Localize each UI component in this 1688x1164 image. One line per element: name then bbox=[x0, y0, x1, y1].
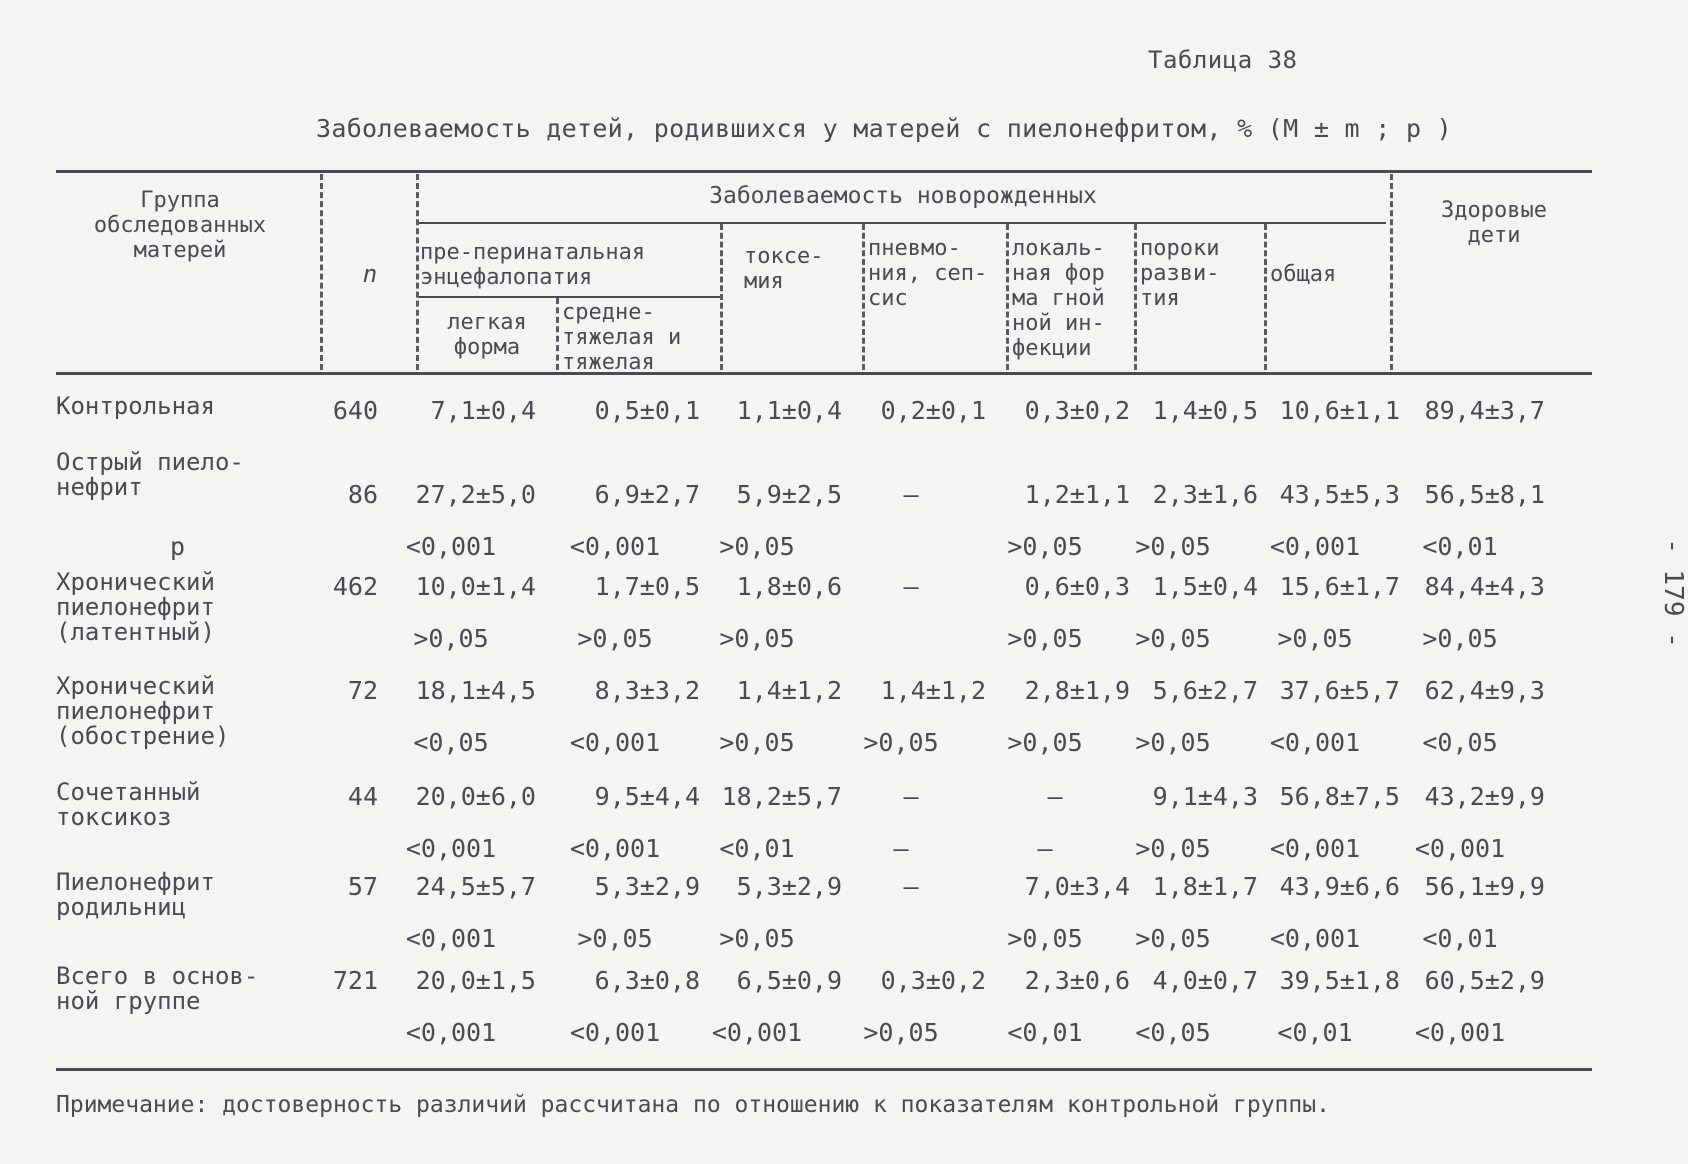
cell-value: 7,1±0,4 bbox=[430, 396, 536, 425]
cell-p-value: <0,001 bbox=[405, 924, 497, 953]
header-morbidity: Заболеваемость новорожденных bbox=[709, 183, 1097, 209]
cell-value: 43,5±5,3 bbox=[1279, 480, 1400, 509]
cell-p-value: <0,05 bbox=[413, 728, 489, 757]
row-group-name: Острый пиело- нефрит bbox=[56, 448, 244, 501]
cell-p-value: <0,001 bbox=[1269, 532, 1361, 561]
cell-p-value: >0,05 bbox=[719, 532, 795, 561]
cell-value: 1,4±1,2 bbox=[736, 676, 842, 705]
row-group-name: Контрольная bbox=[56, 392, 215, 420]
header-group: Группа обследованных матерей bbox=[93, 188, 267, 263]
cell-p-value: <0,001 bbox=[1414, 1018, 1506, 1047]
cell-value: – bbox=[903, 782, 919, 811]
cell-value: 8,3±3,2 bbox=[594, 676, 700, 705]
table-caption: Заболеваемость детей, родившихся у матерей с пиелонефритом, % (M ± m ; p ) bbox=[316, 114, 1452, 143]
header-separator bbox=[320, 174, 323, 370]
cell-value: 10,0±1,4 bbox=[415, 572, 536, 601]
cell-value: 1,1±0,4 bbox=[736, 396, 842, 425]
row-group-name: Всего в основ- ной группе bbox=[56, 962, 259, 1015]
cell-p-value: <0,001 bbox=[405, 834, 497, 863]
cell-p-value: <0,001 bbox=[1269, 834, 1361, 863]
page-number: - 179 - bbox=[1657, 538, 1688, 648]
header-separator bbox=[556, 298, 559, 370]
cell-p-value: >0,05 bbox=[577, 924, 653, 953]
cell-value: 9,5±4,4 bbox=[594, 782, 700, 811]
cell-p-value: – bbox=[1037, 834, 1053, 863]
header-mild: легкая форма bbox=[447, 310, 527, 360]
cell-p-value: <0,01 bbox=[1422, 532, 1498, 561]
encephalopathy-underline bbox=[418, 296, 720, 298]
cell-value: – bbox=[903, 480, 919, 509]
cell-p-value: >0,05 bbox=[1135, 728, 1211, 757]
header-separator bbox=[1390, 174, 1393, 370]
cell-p-value: <0,01 bbox=[1422, 924, 1498, 953]
header-pneumonia: пневмо- ния, сеп- сис bbox=[868, 236, 988, 311]
cell-value: 18,2±5,7 bbox=[721, 782, 842, 811]
cell-value: – bbox=[1047, 782, 1063, 811]
header-total: общая bbox=[1270, 262, 1337, 287]
cell-p-value: – bbox=[893, 834, 909, 863]
cell-value: 1,4±0,5 bbox=[1152, 396, 1258, 425]
row-group-name: Пиелонефрит родильниц bbox=[56, 868, 215, 921]
p-label: р bbox=[170, 532, 186, 561]
header-healthy: Здоровые дети bbox=[1441, 198, 1547, 248]
header-separator bbox=[1006, 224, 1009, 370]
cell-p-value: >0,05 bbox=[1135, 624, 1211, 653]
cell-value: 1,8±0,6 bbox=[736, 572, 842, 601]
row-n-value: 721 bbox=[332, 966, 378, 995]
cell-value: 2,3±1,6 bbox=[1152, 480, 1258, 509]
cell-value: 0,3±0,2 bbox=[1024, 396, 1130, 425]
cell-p-value: >0,05 bbox=[1135, 834, 1211, 863]
cell-value: 7,0±3,4 bbox=[1024, 872, 1130, 901]
cell-p-value: <0,05 bbox=[1422, 728, 1498, 757]
cell-value: 5,3±2,9 bbox=[736, 872, 842, 901]
table-bottom-rule bbox=[56, 1068, 1592, 1071]
cell-value: 15,6±1,7 bbox=[1279, 572, 1400, 601]
cell-p-value: >0,05 bbox=[863, 728, 939, 757]
cell-value: 0,6±0,3 bbox=[1024, 572, 1130, 601]
cell-value: 1,4±1,2 bbox=[880, 676, 986, 705]
header-separator bbox=[862, 224, 865, 370]
row-group-name: Хронический пиелонефрит (обострение) bbox=[56, 672, 230, 750]
cell-p-value: <0,001 bbox=[569, 834, 661, 863]
cell-value: 2,3±0,6 bbox=[1024, 966, 1130, 995]
cell-p-value: <0,001 bbox=[1269, 728, 1361, 757]
cell-value: 1,2±1,1 bbox=[1024, 480, 1130, 509]
cell-value: 6,5±0,9 bbox=[736, 966, 842, 995]
cell-value: 6,3±0,8 bbox=[594, 966, 700, 995]
header-local-infection: локаль- ная фор ма гной ной ин- фекции bbox=[1012, 236, 1105, 361]
cell-value: 62,4±9,3 bbox=[1424, 676, 1545, 705]
row-n-value: 462 bbox=[332, 572, 378, 601]
cell-p-value: >0,05 bbox=[577, 624, 653, 653]
cell-value: 60,5±2,9 bbox=[1424, 966, 1545, 995]
cell-value: 5,9±2,5 bbox=[736, 480, 842, 509]
cell-p-value: >0,05 bbox=[719, 728, 795, 757]
cell-p-value: <0,001 bbox=[569, 1018, 661, 1047]
header-encephalopathy: пре-перинатальная энцефалопатия bbox=[420, 240, 646, 290]
row-n-value: 640 bbox=[332, 396, 378, 425]
header-separator bbox=[416, 174, 419, 370]
cell-value: 9,1±4,3 bbox=[1152, 782, 1258, 811]
cell-value: 37,6±5,7 bbox=[1279, 676, 1400, 705]
cell-value: – bbox=[903, 572, 919, 601]
cell-p-value: <0,001 bbox=[405, 1018, 497, 1047]
table-top-rule bbox=[56, 170, 1592, 173]
row-n-value: 57 bbox=[347, 872, 378, 901]
header-separator bbox=[1264, 224, 1267, 370]
cell-p-value: >0,05 bbox=[1135, 532, 1211, 561]
cell-value: 20,0±6,0 bbox=[415, 782, 536, 811]
table-label: Таблица 38 bbox=[1148, 46, 1298, 74]
table-note: Примечание: достоверность различий рассчитана по отношению к показателям контрольной группы. bbox=[56, 1092, 1330, 1118]
cell-p-value: >0,05 bbox=[719, 924, 795, 953]
cell-p-value: <0,05 bbox=[1135, 1018, 1211, 1047]
cell-p-value: <0,01 bbox=[1277, 1018, 1353, 1047]
row-group-name: Хронический пиелонефрит (латентный) bbox=[56, 568, 215, 646]
header-toxemia: токсе- мия bbox=[744, 244, 824, 294]
cell-value: 27,2±5,0 bbox=[415, 480, 536, 509]
header-separator bbox=[1134, 224, 1137, 370]
cell-value: 0,5±0,1 bbox=[594, 396, 700, 425]
cell-value: 56,1±9,9 bbox=[1424, 872, 1545, 901]
morbidity-underline bbox=[418, 222, 1386, 224]
cell-value: 20,0±1,5 bbox=[415, 966, 536, 995]
row-group-name: Сочетанный токсикоз bbox=[56, 778, 201, 831]
cell-p-value: <0,001 bbox=[711, 1018, 803, 1047]
cell-value: 1,5±0,4 bbox=[1152, 572, 1258, 601]
cell-p-value: <0,001 bbox=[405, 532, 497, 561]
row-n-value: 44 bbox=[347, 782, 378, 811]
cell-p-value: >0,05 bbox=[1007, 532, 1083, 561]
header-n: n bbox=[362, 260, 378, 288]
header-severe: средне- тяжелая и тяжелая bbox=[562, 300, 682, 375]
cell-value: 18,1±4,5 bbox=[415, 676, 536, 705]
cell-value: 24,5±5,7 bbox=[415, 872, 536, 901]
cell-p-value: >0,05 bbox=[1007, 624, 1083, 653]
cell-value: 84,4±4,3 bbox=[1424, 572, 1545, 601]
cell-value: 2,8±1,9 bbox=[1024, 676, 1130, 705]
cell-value: 43,2±9,9 bbox=[1424, 782, 1545, 811]
cell-value: 5,3±2,9 bbox=[594, 872, 700, 901]
cell-value: 43,9±6,6 bbox=[1279, 872, 1400, 901]
cell-value: 0,2±0,1 bbox=[880, 396, 986, 425]
cell-value: 89,4±3,7 bbox=[1424, 396, 1545, 425]
cell-p-value: >0,05 bbox=[719, 624, 795, 653]
header-bottom-rule bbox=[56, 372, 1592, 375]
row-n-value: 72 bbox=[347, 676, 378, 705]
cell-p-value: <0,001 bbox=[569, 728, 661, 757]
row-n-value: 86 bbox=[347, 480, 378, 509]
cell-value: 6,9±2,7 bbox=[594, 480, 700, 509]
cell-p-value: >0,05 bbox=[1277, 624, 1353, 653]
cell-value: 39,5±1,8 bbox=[1279, 966, 1400, 995]
cell-p-value: >0,05 bbox=[1007, 728, 1083, 757]
cell-value: – bbox=[903, 872, 919, 901]
cell-p-value: <0,001 bbox=[1269, 924, 1361, 953]
cell-value: 4,0±0,7 bbox=[1152, 966, 1258, 995]
cell-p-value: <0,001 bbox=[569, 532, 661, 561]
cell-p-value: >0,05 bbox=[863, 1018, 939, 1047]
cell-p-value: <0,001 bbox=[1414, 834, 1506, 863]
cell-p-value: <0,01 bbox=[719, 834, 795, 863]
cell-p-value: <0,01 bbox=[1007, 1018, 1083, 1047]
cell-value: 56,5±8,1 bbox=[1424, 480, 1545, 509]
cell-p-value: >0,05 bbox=[1007, 924, 1083, 953]
cell-value: 1,7±0,5 bbox=[594, 572, 700, 601]
cell-value: 0,3±0,2 bbox=[880, 966, 986, 995]
header-defects: пороки разви- тия bbox=[1140, 236, 1220, 311]
cell-p-value: >0,05 bbox=[1135, 924, 1211, 953]
cell-value: 10,6±1,1 bbox=[1279, 396, 1400, 425]
cell-value: 5,6±2,7 bbox=[1152, 676, 1258, 705]
cell-value: 1,8±1,7 bbox=[1152, 872, 1258, 901]
cell-value: 56,8±7,5 bbox=[1279, 782, 1400, 811]
cell-p-value: >0,05 bbox=[413, 624, 489, 653]
cell-p-value: >0,05 bbox=[1422, 624, 1498, 653]
